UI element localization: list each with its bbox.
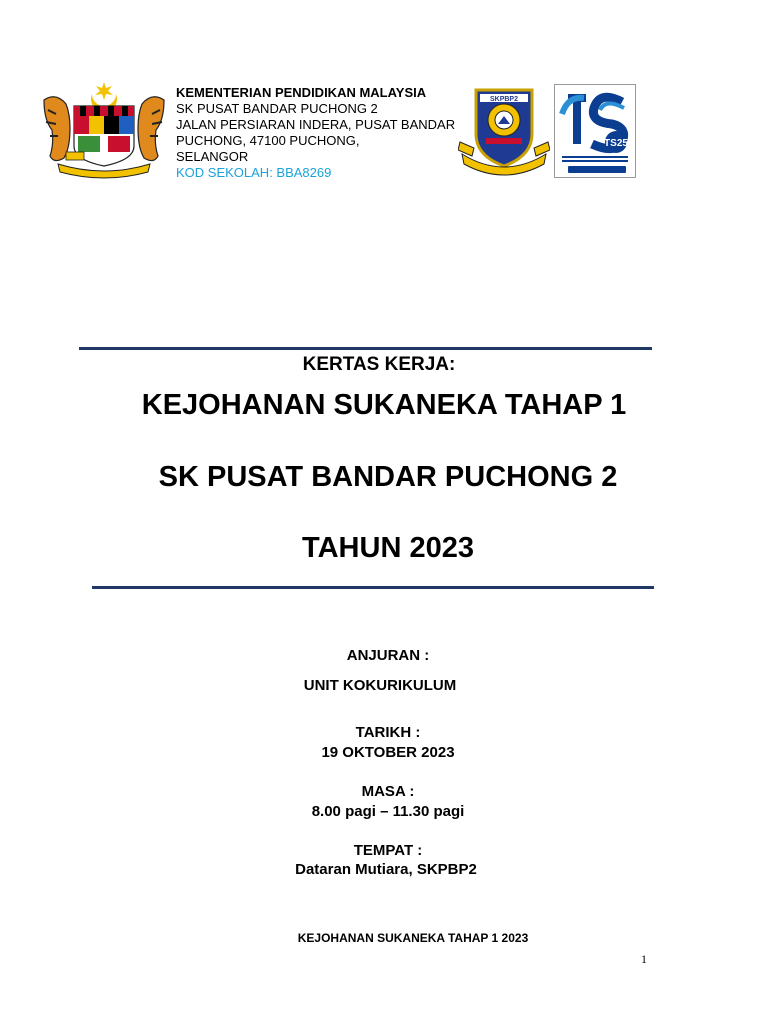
anjuran-label: ANJURAN : — [346, 647, 430, 664]
title-line-1: KEJOHANAN SUKANEKA TAHAP 1 — [141, 389, 627, 421]
bottom-divider — [92, 586, 654, 589]
malaysia-coat-of-arms-icon — [40, 80, 168, 182]
ts25-logo-icon — [554, 84, 636, 178]
school-code: KOD SEKOLAH: BBA8269 — [176, 165, 332, 180]
school-badge-icon — [458, 84, 550, 180]
ministry-name: KEMENTERIAN PENDIDIKAN MALAYSIA — [176, 85, 427, 100]
school-header — [176, 85, 455, 181]
address-line: JALAN PERSIARAN INDERA, PUSAT BANDAR — [176, 117, 456, 132]
masa-value: 8.00 pagi – 11.30 pagi — [311, 803, 465, 820]
ts25-logo-text: TS25 — [604, 138, 628, 149]
masa-label: MASA : — [361, 783, 415, 800]
address-line: PUCHONG, 47100 PUCHONG, — [176, 133, 360, 148]
tempat-label: TEMPAT : — [353, 842, 423, 859]
school-badge-text: SKPBP2 — [489, 96, 519, 103]
document-label: KERTAS KERJA: — [302, 354, 456, 375]
top-divider — [79, 347, 652, 350]
anjuran-value: UNIT KOKURIKULUM — [303, 677, 457, 694]
address-line: SELANGOR — [176, 149, 249, 164]
tarikh-label: TARIKH : — [355, 724, 421, 741]
title-line-2: SK PUSAT BANDAR PUCHONG 2 — [158, 461, 618, 493]
school-name: SK PUSAT BANDAR PUCHONG 2 — [176, 101, 378, 116]
tempat-value: Dataran Mutiara, SKPBP2 — [295, 861, 477, 878]
page-number: 1 — [641, 952, 647, 966]
title-line-3: TAHUN 2023 — [302, 532, 474, 564]
tarikh-value: 19 OKTOBER 2023 — [321, 744, 455, 761]
footer-text: KEJOHANAN SUKANEKA TAHAP 1 2023 — [297, 931, 529, 945]
